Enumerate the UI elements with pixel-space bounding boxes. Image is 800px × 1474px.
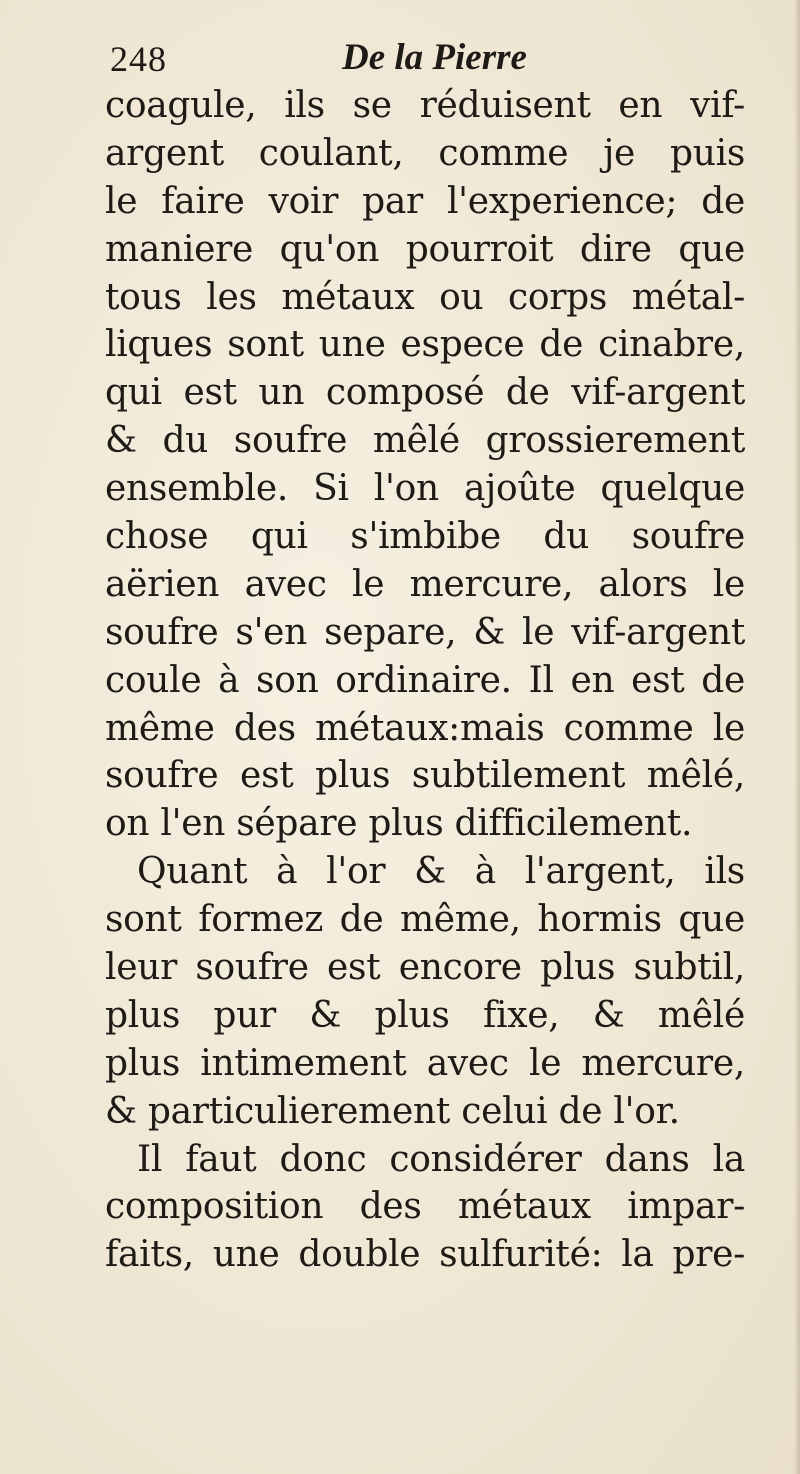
text-line: argent coulant, comme je puis [105, 132, 745, 174]
text-line: soufre s'en separe, & le vif-argent [105, 611, 745, 653]
text-line: ensemble. Si l'on ajoûte quelque [105, 468, 745, 510]
text-line: soufre est plus subtilement mêlé, [105, 755, 745, 797]
text-line: aërien avec le mercure, alors le [105, 563, 745, 605]
text-line: sont formez de même, hormis que [105, 899, 745, 941]
text-line: plus intimement avec le mercure, [105, 1042, 745, 1084]
page-number: 248 [110, 39, 167, 79]
text-line: qui est un composé de vif-argent [105, 372, 745, 414]
text-line: maniere qu'on pourroit dire que [105, 228, 745, 270]
body-text [105, 82, 745, 1279]
text-line: tous les métaux ou corps métal- [105, 276, 745, 318]
text-line: & particulierement celui de l'or. [105, 1090, 680, 1132]
text-line: on l'en sépare plus difficilement. [105, 803, 693, 845]
text-line: leur soufre est encore plus subtil, [105, 947, 745, 989]
text-line: plus pur & plus fixe, & mêlé [105, 994, 745, 1036]
running-head: De la Pierre [342, 37, 527, 78]
text-line-paragraph-start: Quant à l'or & à l'argent, ils [137, 851, 745, 893]
text-line: même des métaux:mais comme le [105, 707, 745, 749]
text-line: coule à son ordinaire. Il en est de [105, 659, 745, 701]
page-edge-shadow [794, 0, 800, 1474]
text-line: composition des métaux impar- [105, 1186, 745, 1228]
page-header [110, 36, 730, 86]
text-line: & du soufre mêlé grossierement [105, 420, 745, 462]
text-line: coagule, ils se réduisent en vif- [105, 85, 745, 126]
text-line: faits, une double sulfurité: la pre- [105, 1234, 745, 1276]
text-line: le faire voir par l'experience; de [105, 180, 745, 222]
text-line: liques sont une espece de cinabre, [105, 324, 745, 366]
text-line-paragraph-start: Il faut donc considérer dans la [137, 1138, 745, 1180]
text-line: chose qui s'imbibe du soufre [105, 516, 745, 558]
